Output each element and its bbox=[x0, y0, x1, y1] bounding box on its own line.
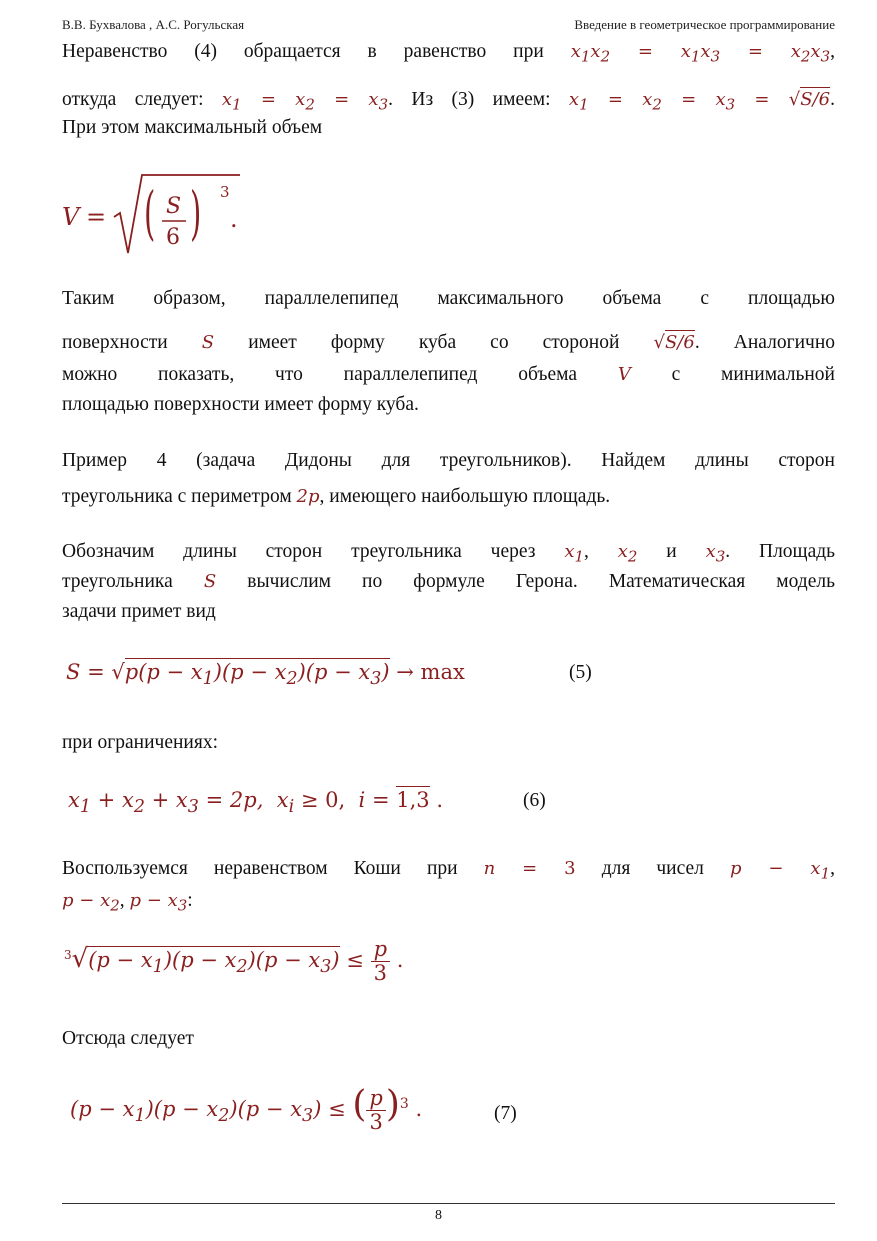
paragraph-2-line-3: можно показать, что параллелепипед объема V с минимальной bbox=[62, 364, 835, 385]
math-inline: $x_3$ bbox=[705, 541, 726, 566]
svg-text:V: V bbox=[62, 203, 80, 231]
math-inline: $x_1 = x_2 = x_3$ bbox=[221, 89, 389, 114]
math-inline: S bbox=[201, 332, 215, 353]
paragraph-6-line-1: Воспользуемся неравенством Коши при n = 3 для чисел $p - x_1$, bbox=[62, 858, 836, 883]
paragraph-2-line-1: Таким образом, параллелепипед максимального объема с площадью bbox=[62, 288, 835, 309]
equation-max-volume bbox=[62, 165, 252, 265]
math-inline: $p - x_2$ bbox=[62, 890, 120, 915]
paragraph-5: при ограничениях: bbox=[62, 732, 218, 753]
math-inline: $p - x_1$ bbox=[729, 858, 831, 883]
svg-text:=: = bbox=[86, 203, 107, 231]
paragraph-2-line-4: площадью поверхности имеет форму куба. bbox=[62, 394, 419, 415]
svg-text:S: S bbox=[166, 194, 182, 219]
equation-6-label: (6) bbox=[523, 790, 546, 811]
paragraph-3-line-2: треугольника с периметром 2p, имеющего наибольшую площадь. bbox=[62, 486, 611, 507]
svg-text:3: 3 bbox=[220, 183, 230, 201]
math-inline: $x_1$ bbox=[564, 541, 585, 566]
equation-7-label: (7) bbox=[494, 1103, 517, 1124]
svg-text:6: 6 bbox=[166, 225, 180, 250]
svg-text:): ) bbox=[190, 178, 202, 247]
paragraph-4-line-1: Обозначим длины сторон треугольника через $x_1$, $x_2$ и $x_3$. Площадь bbox=[62, 541, 836, 566]
running-header-title: Введение в геометрическое программирование bbox=[574, 17, 835, 32]
paragraph-6-line-2: $p - x_2$, $p - x_3$: bbox=[62, 890, 193, 915]
paragraph-1-line-3: При этом максимальный объем bbox=[62, 117, 323, 138]
math-inline: n = 3 bbox=[483, 858, 576, 879]
equation-5: $S = √p(p - x_1)(p - x_2)(p - x_3) \to \max$ bbox=[66, 660, 465, 690]
paragraph-1-line-1: Неравенство (4) обращается в равенство при $x_1x_2 = x_1x_3 = x_2x_3$, bbox=[62, 41, 835, 66]
paragraph-4-line-3: задачи примет вид bbox=[62, 601, 216, 622]
footer-rule bbox=[62, 1203, 835, 1204]
math-inline: $x_2$ bbox=[617, 541, 638, 566]
paragraph-2-line-2: поверхности S имеет форму куба со стороной √S/6. Аналогично bbox=[62, 332, 836, 353]
running-header-authors: В.В. Бухвалова , А.С. Рогульская bbox=[62, 17, 245, 32]
paragraph-3-line-1: Пример 4 (задача Дидоны для треугольников). Найдем длины сторон bbox=[62, 450, 835, 471]
math-inline: 2p bbox=[296, 486, 320, 507]
page-number: 8 bbox=[435, 1208, 442, 1223]
equation-6: $x_1 + x_2 + x_3 = 2p$, $x_i \ge 0$, i = 1,3 . bbox=[68, 788, 444, 818]
svg-text:.: . bbox=[230, 205, 238, 233]
svg-text:(: ( bbox=[144, 178, 156, 247]
paragraph-1-line-2: откуда следует: $x_1 = x_2 = x_3$. Из (3) имеем: $x_1 = x_2 = x_3 = √S/6$. bbox=[62, 89, 835, 114]
math-inline: $p - x_3$ bbox=[129, 890, 188, 915]
paragraph-4-line-2: треугольника S вычислим по формуле Герона. Математическая модель bbox=[62, 571, 836, 592]
equation-5-label: (5) bbox=[569, 662, 592, 683]
paragraph-7: Отсюда следует bbox=[62, 1028, 194, 1049]
math-inline: V bbox=[617, 364, 631, 385]
equation-7: $(p - x_1)(p - x_2)(p - x_3)$ ≤ ( $\frac{p}{3}$ )$^3$ . bbox=[70, 1084, 423, 1134]
math-inline: $x_1 = x_2 = x_3 = √S/6$ bbox=[568, 89, 831, 114]
math-inline: $x_1x_2 = x_1x_3 = x_2x_3$ bbox=[570, 41, 831, 66]
math-inline: S bbox=[203, 571, 217, 592]
math-inline: √S/6 bbox=[653, 332, 695, 353]
equation-cauchy: $^3√(p - x_1)(p - x_2)(p - x_3)$ ≤ $\frac{p}{3}$ . bbox=[64, 937, 404, 986]
